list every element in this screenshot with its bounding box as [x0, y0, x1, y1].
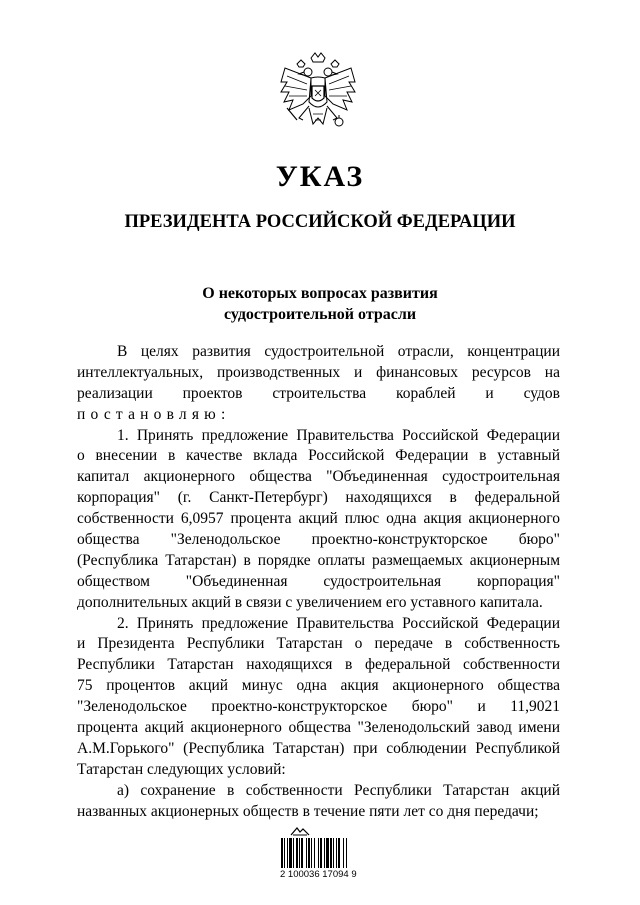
printer-logo-icon: [290, 826, 310, 836]
coat-of-arms-icon: [275, 52, 361, 142]
body-line: обществом "Объединенная судостроительная корпорация": [77, 572, 560, 590]
subject-line: судостроительной отрасли: [223, 306, 417, 323]
body-line: Республики Татарстан находящихся в федеральной собственности: [77, 656, 560, 674]
body-line: Татарстан следующих условий:: [77, 760, 286, 778]
body-line: собственности 6,0957 процента акций плюс одна акция акционерного: [77, 510, 560, 528]
body-line: и Президента Республики Татарстан о передаче в собственность: [77, 635, 560, 653]
body-line: А.М.Горького" (Республика Татарстан) при соблюдении Республикой: [77, 739, 560, 757]
body-line: 2. Принять предложение Правительства Российской Федерации: [117, 614, 560, 632]
body-line: В целях развития судостроительной отрасли, концентрации: [117, 343, 560, 360]
document-body: [77, 342, 560, 822]
body-line: корпорация" (г. Санкт-Петербург) находящихся в федеральной: [77, 489, 560, 507]
body-line: интеллектуальных, производственных и финансовых ресурсов на: [77, 363, 560, 381]
body-line: названных акционерных обществ в течение пяти лет со дня передачи;: [77, 802, 539, 820]
document-subject: [0, 283, 640, 325]
barcode-icon: [280, 838, 372, 868]
body-line: 75 процентов акций минус одна акция акционерного общества: [77, 677, 560, 695]
body-line: (Республика Татарстан) в порядке оплаты размещаемых акционерным: [77, 551, 560, 569]
body-line: постановляю:: [77, 405, 231, 423]
body-line: 1. Принять предложение Правительства Российской Федерации: [117, 426, 560, 444]
body-line: реализации проектов строительства кораблей и судов: [77, 384, 560, 402]
body-line: общества "Зеленодольское проектно-конструкторское бюро": [77, 531, 560, 549]
barcode-block: [280, 826, 376, 882]
body-line: а) сохранение в собственности Республики Татарстан акций: [117, 781, 560, 799]
document-type-title: УКАЗ: [275, 160, 365, 193]
body-line: "Зеленодольское проектно-конструкторское бюро" и 11,9021: [77, 698, 560, 716]
body-line: процента акций акционерного общества "Зеленодольский завод имени: [77, 719, 560, 737]
body-line: о внесении в качестве вклада Российской Федерации в уставный: [77, 447, 560, 465]
body-line: капитал акционерного общества "Объединенная судостроительная: [77, 468, 560, 486]
body-line: дополнительных акций в связи с увеличением его уставного капитала.: [77, 593, 543, 611]
subject-line: О некоторых вопросах развития: [202, 285, 438, 302]
issuer-heading: ПРЕЗИДЕНТА РОССИЙСКОЙ ФЕДЕРАЦИИ: [124, 212, 516, 232]
barcode-number: 2 100036 17094 9: [280, 869, 357, 880]
